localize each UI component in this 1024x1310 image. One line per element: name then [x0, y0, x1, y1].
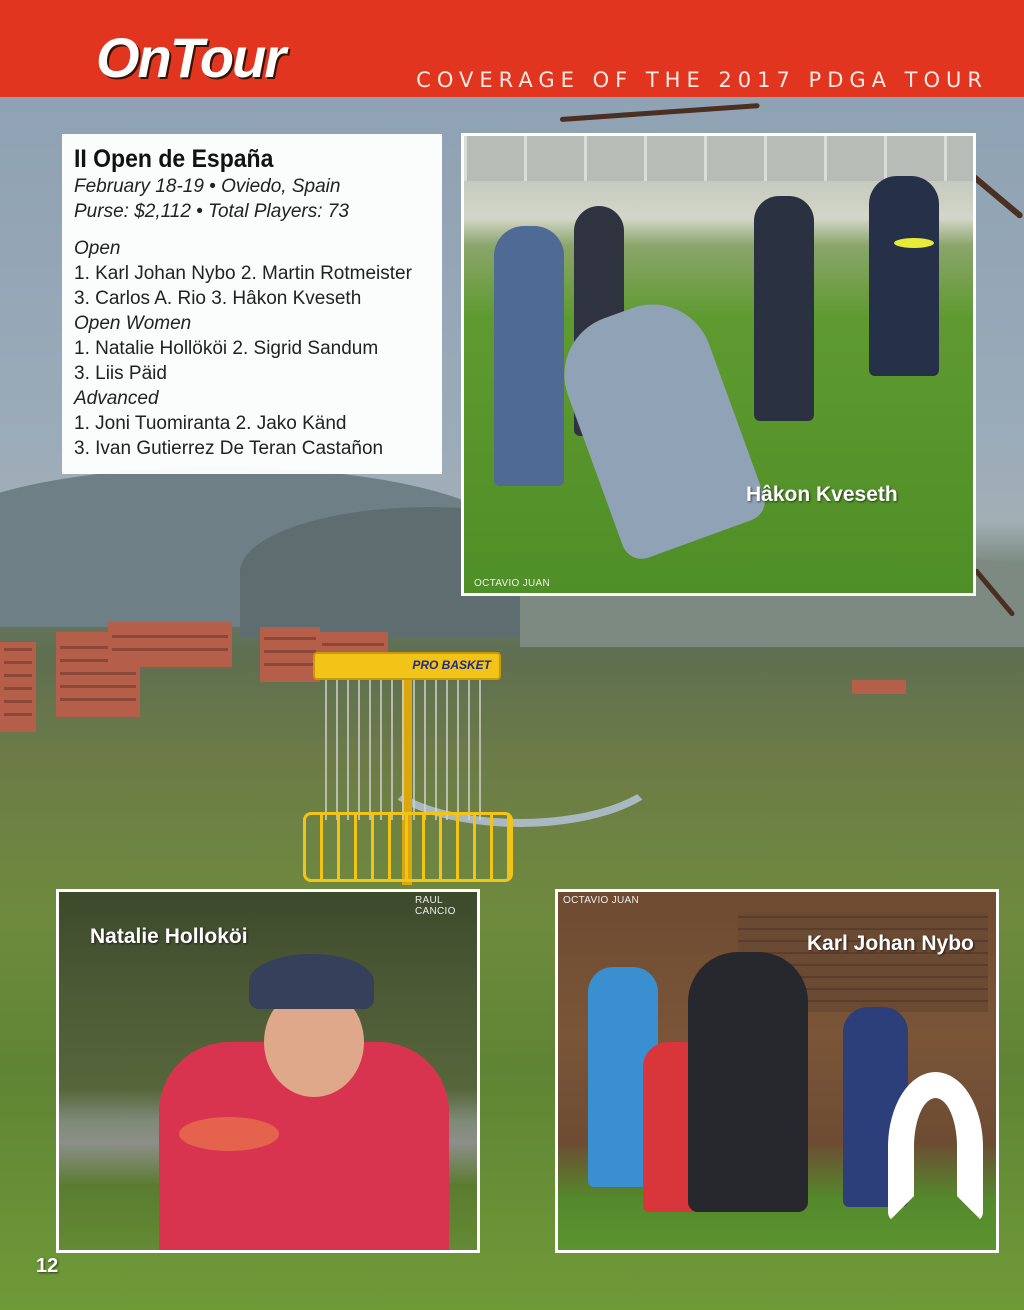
division-name: Open Women: [74, 313, 192, 334]
player-throwing: [688, 952, 808, 1212]
basket-catcher: [303, 812, 513, 882]
event-dates-location: February 18-19 • Oviedo, Spain: [74, 176, 341, 197]
event-purse-players: Purse: $2,112 • Total Players: 73: [74, 201, 349, 222]
division-name: Open: [74, 238, 121, 259]
header-bar: [0, 0, 1024, 97]
basket-chains: [325, 680, 485, 820]
photo-credit: OCTAVIO JUAN: [563, 895, 640, 906]
page-number: 12: [36, 1255, 59, 1277]
disc: [179, 1117, 279, 1151]
event-results-box: [62, 134, 442, 474]
photo-karl-johan-nybo: [555, 889, 999, 1253]
disc: [894, 238, 934, 248]
photo-caption: Karl Johan Nybo: [807, 932, 974, 955]
photo-hakon-kveseth: [461, 133, 976, 596]
photo-natalie-hollokoi: [56, 889, 480, 1253]
division-result-line: 3. Liis Päid: [74, 363, 167, 384]
photo-caption: Hâkon Kveseth: [746, 483, 898, 506]
spectator-figure: [754, 196, 814, 421]
division-result-line: 1. Joni Tuomiranta 2. Jako Känd: [74, 413, 347, 434]
event-title: II Open de España: [74, 145, 274, 173]
spectator-figure: [494, 226, 564, 486]
player-cap: [249, 954, 374, 1009]
fence: [464, 136, 976, 181]
division-result-line: 1. Natalie Hollököi 2. Sigrid Sandum: [74, 338, 379, 359]
photo-credit: OCTAVIO JUAN: [474, 578, 551, 589]
number-sign: [888, 1072, 983, 1222]
division-name: Advanced: [74, 388, 159, 409]
division-result-line: 3. Carlos A. Rio 3. Hâkon Kveseth: [74, 288, 362, 309]
photo-caption: Natalie Holloköi: [90, 925, 248, 948]
basket-brand-label: PRO BASKET: [412, 658, 491, 672]
header-tagline: COVERAGE OF THE 2017 PDGA TOUR: [416, 68, 988, 92]
division-result-line: 3. Ivan Gutierrez De Teran Castañon: [74, 438, 384, 459]
brand-logo: OnTour: [96, 26, 285, 89]
basket-top-band: [313, 652, 501, 680]
division-result-line: 1. Karl Johan Nybo 2. Martin Rotmeister: [74, 263, 412, 284]
photo-credit: RAUL CANCIO: [415, 895, 456, 917]
spectator-figure: [869, 176, 939, 376]
